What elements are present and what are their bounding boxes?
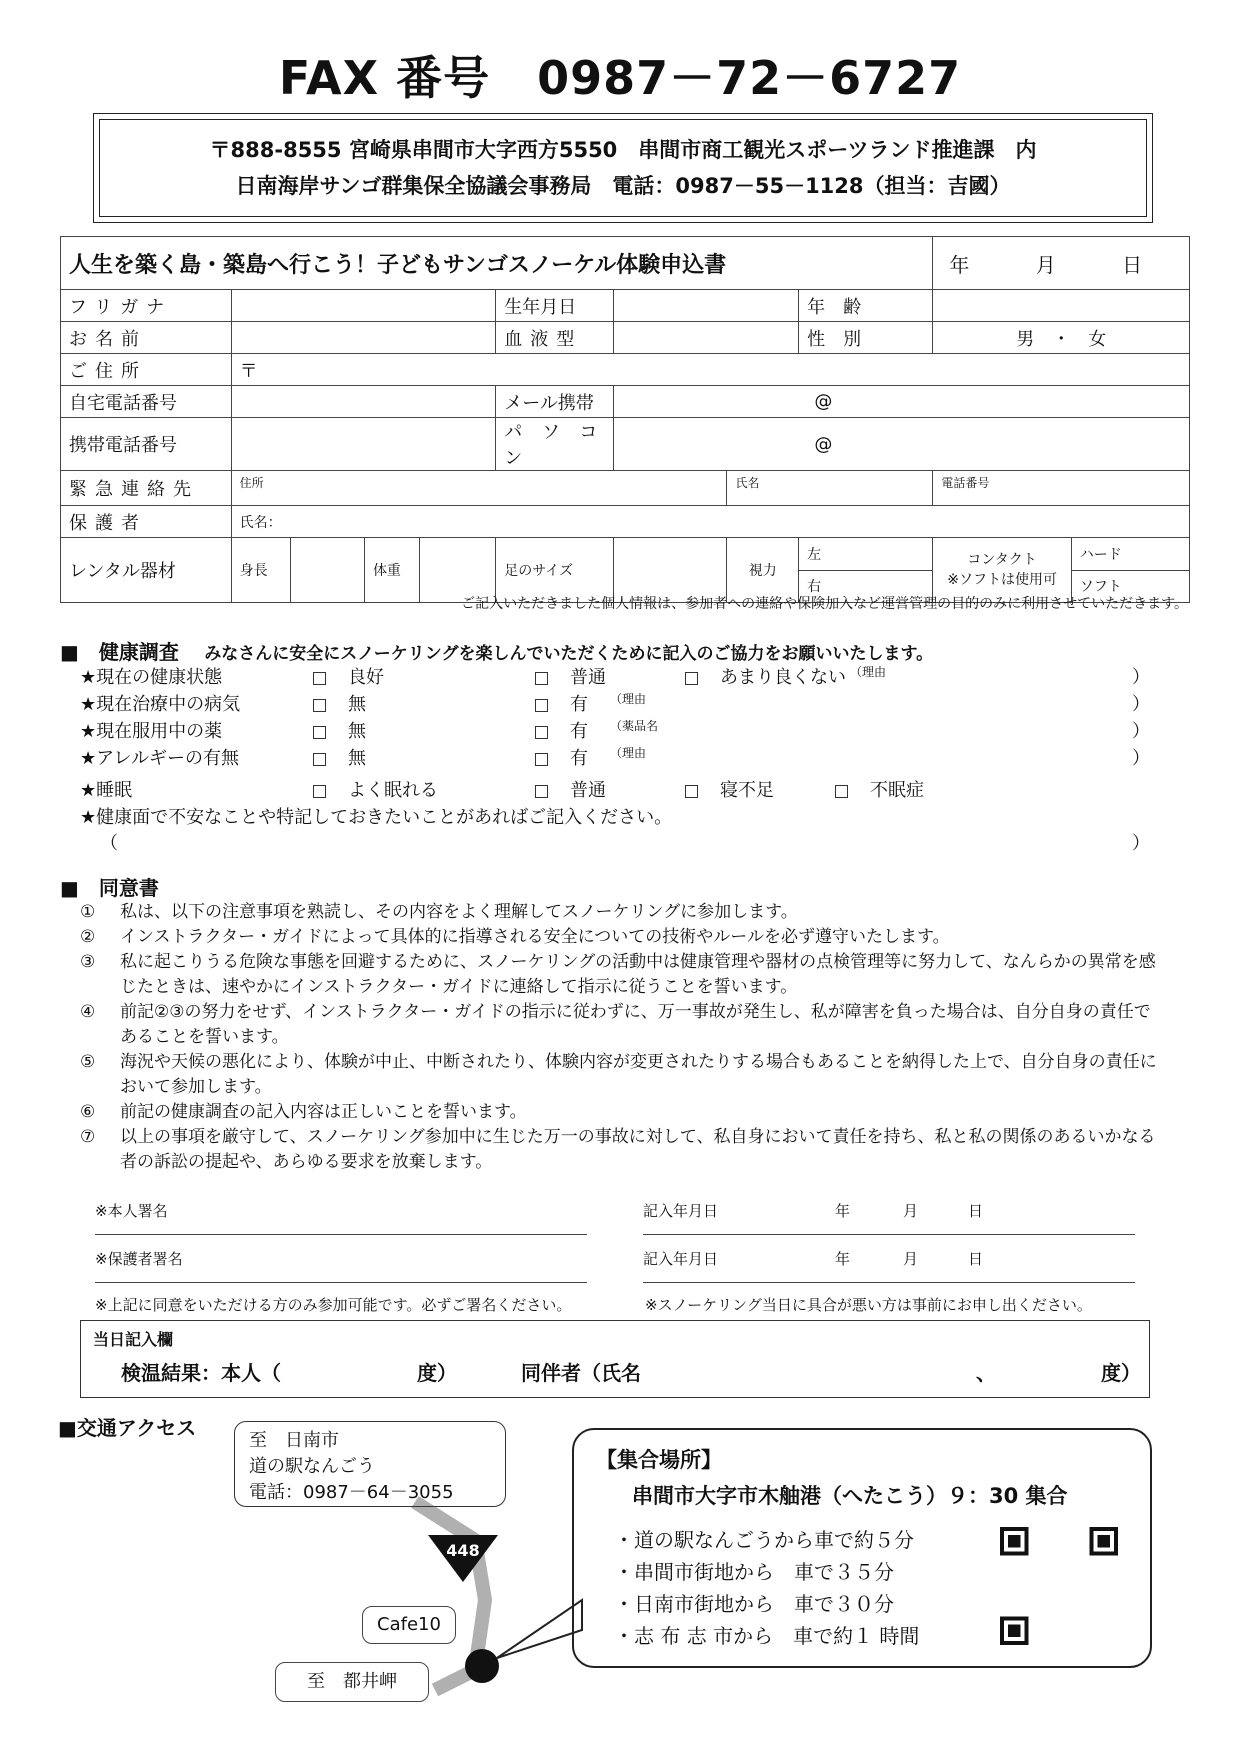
qr-code[interactable] bbox=[1000, 1527, 1118, 1645]
mail-mobile-label: メール携帯 bbox=[496, 386, 614, 418]
form-title: 人生を築く島・築島へ行こう！子どもサンゴスノーケル体験申込書 bbox=[61, 237, 933, 290]
checkbox-option-3[interactable] bbox=[685, 785, 698, 798]
consent-item: ⑥ 前記の健康調査の記入内容は正しいことを誓います。 bbox=[80, 1102, 527, 1122]
direction-item: ・串間市街地から 車で３５分 bbox=[614, 1560, 894, 1584]
guardian-date-line[interactable]: 記入年月日 年 月 日 bbox=[643, 1248, 1135, 1283]
form-date[interactable]: 年 月 日 bbox=[933, 237, 1190, 290]
free-close-paren: ） bbox=[1132, 833, 1150, 854]
cafe10-label: Cafe10 bbox=[362, 1606, 456, 1644]
checkbox-option-4[interactable] bbox=[835, 785, 848, 798]
pc-mail-field[interactable]: @ bbox=[614, 418, 1190, 471]
temp-self-degree[interactable]: 度） bbox=[417, 1361, 457, 1385]
consent-item: ① 私は、以下の注意事項を熟読し、その内容をよく理解してスノーケリングに参加します。 bbox=[80, 902, 798, 922]
mobile-tel-field[interactable] bbox=[231, 418, 496, 471]
home-tel-label: 自宅電話番号 bbox=[61, 386, 232, 418]
direction-item: ・道の駅なんごうから車で約５分 bbox=[614, 1528, 914, 1552]
health-advice-note: ※スノーケリング当日に具合が悪い方は事前にお申し出ください。 bbox=[645, 1296, 1092, 1314]
checkbox-option-1[interactable] bbox=[313, 699, 326, 712]
day-of-title: 当日記入欄 bbox=[93, 1330, 174, 1349]
temp-companion-degree[interactable]: 度） bbox=[1101, 1361, 1141, 1385]
access-heading: ■交通アクセス bbox=[58, 1416, 197, 1440]
mobile-tel-label: 携帯電話番号 bbox=[61, 418, 232, 471]
fax-number: FAX 番号 0987－72－6727 bbox=[278, 51, 962, 105]
michinoeki-tel: 電話：0987－64－3055 bbox=[249, 1482, 454, 1503]
self-signature-line[interactable]: ※本人署名 bbox=[95, 1200, 587, 1235]
companion-label[interactable]: 同伴者（氏名 bbox=[521, 1361, 641, 1385]
blood-label: 血液型 bbox=[496, 322, 614, 354]
consent-item: ③ 私に起こりうる危険な事態を回避するために、スノーケリングの活動中は健康管理や器材の点検管理等に努力して、なんらかの異常を感じたときは、速やかにインストラクター・ガイドに連絡して指示に従うことを誓います。 bbox=[80, 952, 1156, 997]
consent-item: ④ 前記②③の努力をせず、インストラクター・ガイドの指示に従わずに、万一事故が発生し、私が障害を負った場合は、自分自身の責任であることを誓います。 bbox=[80, 1002, 1151, 1047]
michinoeki-callout bbox=[234, 1421, 506, 1507]
guardian-signature-line[interactable]: ※保護者署名 bbox=[95, 1248, 587, 1283]
consent-heading: ■ 同意書 bbox=[60, 876, 159, 900]
vision-right-field[interactable]: 右 bbox=[799, 570, 933, 603]
to-nichinan-label: 至 日南市 bbox=[249, 1430, 339, 1451]
furigana-field[interactable] bbox=[231, 290, 496, 322]
rental-label: レンタル器材 bbox=[61, 538, 232, 603]
vision-left-field[interactable]: 左 bbox=[799, 538, 933, 571]
address-field[interactable]: 〒 bbox=[231, 354, 1189, 386]
contact-lens-label: コンタクト ※ソフトは使用可 bbox=[933, 538, 1071, 603]
checkbox-option-2[interactable] bbox=[535, 785, 548, 798]
name-label: お名前 bbox=[61, 322, 232, 354]
address-label: ご住所 bbox=[61, 354, 232, 386]
day-of-box bbox=[80, 1320, 1150, 1398]
direction-item: ・志 布 志 市から 車で約１ 時間 bbox=[614, 1624, 920, 1648]
consent-list bbox=[80, 900, 1160, 1175]
route-448-number: 448 bbox=[446, 1541, 480, 1560]
furigana-label: フリガナ bbox=[61, 290, 232, 322]
checkbox-option-2[interactable] bbox=[535, 672, 548, 685]
self-date-line[interactable]: 記入年月日 年 月 日 bbox=[643, 1200, 1135, 1235]
consent-item: ② インストラクター・ガイドによって具体的に指導される安全についての技術やルールを必ず遵守いたします。 bbox=[80, 927, 950, 947]
checkbox-option-1[interactable] bbox=[313, 726, 326, 739]
consent-required-note: ※上記に同意をいただける方のみ参加可能です。必ずご署名ください。 bbox=[95, 1296, 572, 1314]
name-field[interactable] bbox=[231, 322, 496, 354]
to-toi-label: 至 都井岬 bbox=[275, 1662, 429, 1702]
privacy-note: ご記入いただきました個人情報は、参加者への連絡や保険加入など運営管理の目的のみに利用させていただきます。 bbox=[461, 596, 1188, 612]
age-field[interactable] bbox=[933, 290, 1190, 322]
checkbox-option-2[interactable] bbox=[535, 726, 548, 739]
companion-comma: 、 bbox=[976, 1361, 996, 1385]
sex-field[interactable]: 男 ・ 女 bbox=[933, 322, 1190, 354]
health-heading: ■ 健康調査 bbox=[60, 640, 179, 664]
direction-item: ・日南市街地から 車で３０分 bbox=[614, 1592, 894, 1616]
consent-item: ⑤ 海況や天候の悪化により、体験が中止、中断されたり、体験内容が変更されたりする場合もあることを納得した上で、自分自身の責任において参加します。 bbox=[80, 1052, 1157, 1097]
health-free-question: ★健康面で不安なことや特記しておきたいことがあればご記入ください。 bbox=[80, 807, 673, 828]
checkbox-option-2[interactable] bbox=[535, 753, 548, 766]
application-form bbox=[60, 236, 1190, 603]
age-label: 年 齢 bbox=[799, 290, 933, 322]
meeting-point-marker bbox=[465, 1649, 499, 1683]
emergency-name-field[interactable]: 氏名 bbox=[727, 471, 933, 506]
soft-lens-field[interactable]: ソフト bbox=[1071, 570, 1189, 603]
meeting-place: 串間市大字市木舳港（へたこう）９：30 集合 bbox=[632, 1484, 1068, 1508]
michinoeki-label: 道の駅なんごう bbox=[249, 1456, 375, 1477]
vision-label: 視力 bbox=[727, 538, 799, 603]
emergency-label: 緊急連絡先 bbox=[61, 471, 232, 506]
meeting-title: 【集合場所】 bbox=[596, 1448, 722, 1472]
checkbox-option-1[interactable] bbox=[313, 672, 326, 685]
home-tel-field[interactable] bbox=[231, 386, 496, 418]
sex-label: 性 別 bbox=[799, 322, 933, 354]
callout-tail bbox=[497, 1600, 582, 1658]
guardian-name-field[interactable]: 氏名： bbox=[231, 506, 1189, 538]
birth-field[interactable] bbox=[614, 290, 799, 322]
checkbox-option-1[interactable] bbox=[313, 785, 326, 798]
health-heading-row bbox=[60, 636, 933, 665]
birth-label: 生年月日 bbox=[496, 290, 614, 322]
guardian-label: 保護者 bbox=[61, 506, 232, 538]
foot-size-label: 足のサイズ bbox=[496, 538, 614, 603]
checkbox-option-2[interactable] bbox=[535, 699, 548, 712]
address-line-1: 〒888-8555 宮崎県串間市大字西方5550 串間市商工観光スポーツランド推進課 内 bbox=[209, 138, 1037, 162]
address-line-2: 日南海岸サンゴ群集保全協議会事務局 電話：0987－55－1128（担当：吉國） bbox=[235, 174, 1011, 198]
address-box bbox=[93, 113, 1153, 223]
blood-field[interactable] bbox=[614, 322, 799, 354]
weight-label: 体重 bbox=[364, 538, 420, 603]
health-lead: みなさんに安全にスノーケリングを楽しんでいただくために記入のご協力をお願いいたします。 bbox=[204, 644, 934, 664]
checkbox-option-1[interactable] bbox=[313, 753, 326, 766]
free-open-paren: （ bbox=[100, 833, 118, 854]
height-field[interactable] bbox=[291, 538, 365, 603]
height-label: 身長 bbox=[231, 538, 291, 603]
hard-lens-field[interactable]: ハード bbox=[1071, 538, 1189, 571]
emergency-tel-field[interactable]: 電話番号 bbox=[933, 471, 1190, 506]
checkbox-option-3[interactable] bbox=[685, 672, 698, 685]
emergency-address-field[interactable]: 住所 bbox=[231, 471, 727, 506]
mail-mobile-field[interactable]: @ bbox=[614, 386, 1190, 418]
pc-label: パソコン bbox=[496, 418, 614, 471]
temp-self-label: 検温結果：本人（ bbox=[121, 1361, 281, 1385]
consent-item: ⑦ 以上の事項を厳守して、スノーケリング参加中に生じた万一の事故に対して、私自身において責任を持ち、私と私の関係のあるいかなる者の訴訟の提起や、あらゆる要求を放棄します。 bbox=[80, 1127, 1156, 1172]
